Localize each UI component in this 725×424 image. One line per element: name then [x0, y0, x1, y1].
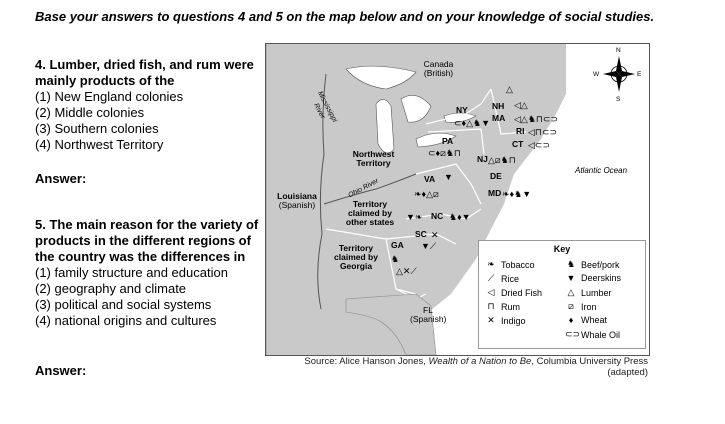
ohio-river-label: Ohio River	[347, 177, 380, 200]
compass-rose	[593, 47, 642, 103]
state-ma: MA	[492, 113, 506, 123]
question-4-answer-label: Answer:	[35, 171, 87, 186]
question-4-stem: 4. Lumber, dried fish, and rum were mainly products of the	[35, 57, 254, 88]
key-whale-oil-label: Whale Oil	[581, 329, 621, 340]
product-ct-icons: ◁⊂⊃	[528, 140, 551, 150]
product-ri-icons: ◁⊓⊂⊃	[528, 127, 558, 137]
question-4-choice-3: (3) Southern colonies	[35, 121, 159, 136]
state-pa: PA	[442, 136, 454, 146]
whale-oil-icon: ⊂⊃	[565, 329, 581, 339]
beef-pork-icon: ♞	[566, 259, 576, 269]
product-va-icons-2: ❧♦△⧄	[414, 189, 439, 199]
key-dried-fish	[485, 287, 542, 298]
source-note: (adapted)	[607, 367, 648, 378]
region-territory-other-states: Territory claimed by other states	[345, 199, 395, 227]
question-5-choice-3: (3) political and social systems	[35, 297, 212, 312]
rice-icon: ⟋	[487, 273, 495, 283]
key-deerskins-label: Deerskins	[581, 273, 622, 283]
state-va: VA	[424, 174, 436, 184]
source-prefix: Source: Alice Hanson Jones,	[304, 356, 429, 367]
wheat-icon: ♦	[568, 315, 574, 325]
product-ma-icons: ◁△♞⊓⊂⊃	[514, 114, 559, 124]
mississippi-river-label: Mississippi River	[312, 90, 339, 124]
key-deerskins	[565, 273, 621, 283]
dried-fish-icon: ◁	[487, 287, 495, 297]
region-canada-sub: (British)	[423, 68, 454, 78]
product-md-icons: ❧♦♞▼	[502, 189, 532, 199]
region-florida-sub: (Spanish)	[410, 314, 447, 324]
product-sc-icons: ✕	[431, 230, 439, 240]
key-tobacco-label: Tobacco	[501, 259, 535, 270]
indigo-icon: ✕	[487, 315, 495, 325]
region-northwest-territory: Northwest Territory	[352, 149, 395, 168]
question-5-answer-label: Answer:	[35, 363, 87, 378]
state-ga: GA	[391, 240, 404, 250]
region-louisiana	[272, 192, 322, 210]
region-canada	[416, 60, 461, 78]
key-rice	[485, 273, 519, 284]
source-suffix: , Columbia University Press	[531, 356, 648, 367]
key-lumber-label: Lumber	[581, 287, 612, 298]
product-ga-icons-2: △✕⟋	[396, 266, 417, 276]
question-4-choice-2: (2) Middle colonies	[35, 105, 145, 120]
lumber-icon: △	[567, 287, 575, 297]
key-title: Key	[553, 244, 571, 254]
product-nc-icons-2: ♞♦▼	[449, 212, 471, 222]
key-lumber	[565, 287, 612, 298]
question-5-choice-4: (4) national origins and cultures	[35, 313, 217, 328]
key-beef-pork	[565, 259, 620, 270]
region-florida-label: FL	[423, 305, 433, 315]
key-indigo	[485, 315, 526, 326]
key-indigo-label: Indigo	[501, 315, 526, 326]
key-beef-pork-label: Beef/pork	[581, 259, 620, 270]
region-territory-georgia: Territory claimed by Georgia	[334, 243, 378, 271]
key-whale-oil	[565, 329, 620, 340]
question-4	[35, 57, 260, 153]
key-iron-label: Iron	[581, 301, 597, 312]
compass-e-label: E	[637, 71, 642, 78]
map-key	[478, 240, 646, 349]
key-iron	[565, 301, 597, 312]
question-5-stem: 5. The main reason for the variety of products in the different regions of the country was the differences in	[35, 217, 259, 264]
question-4-choice-1: (1) New England colonies	[35, 89, 184, 104]
tobacco-icon: ❧	[487, 259, 495, 269]
colonial-products-map	[265, 43, 650, 356]
atlantic-ocean-label: Atlantic Ocean	[574, 166, 628, 175]
iron-icon: ⧄	[568, 301, 574, 311]
region-canada-label: Canada	[423, 59, 454, 69]
product-sc-icons-2: ▼⟋	[421, 241, 437, 251]
state-ri: RI	[516, 126, 525, 136]
state-nc: NC	[431, 211, 444, 221]
source-title: Wealth of a Nation to Be	[428, 356, 532, 367]
key-rum-label: Rum	[501, 301, 521, 312]
product-nh-icons: ◁△	[514, 100, 528, 110]
compass-w-label: W	[593, 71, 600, 78]
key-dried-fish-label: Dried Fish	[501, 287, 543, 298]
compass-s-label: S	[616, 96, 621, 103]
compass-n-label: N	[616, 47, 621, 54]
product-va-icons: ▼	[444, 172, 453, 182]
instructions: Base your answers to questions 4 and 5 on the map below and on your knowledge of social studies.	[35, 9, 655, 24]
key-wheat	[565, 315, 607, 325]
product-lumber-icon: △	[506, 84, 513, 94]
key-tobacco	[485, 259, 535, 270]
product-pa-icons: ⊂♦⧄♞⊓	[428, 148, 461, 158]
region-louisiana-sub: (Spanish)	[278, 200, 316, 210]
key-rice-label: Rice	[501, 273, 520, 284]
region-florida	[410, 306, 446, 324]
state-nh: NH	[492, 101, 505, 111]
region-louisiana-label: Louisiana	[277, 191, 317, 201]
key-rum	[485, 301, 520, 312]
product-ny-icons: ⊂♦△♞▼	[454, 118, 491, 128]
product-nj-icons: △⧄♞⊓	[488, 155, 516, 165]
state-nj: NJ	[477, 154, 488, 164]
state-de: DE	[490, 171, 502, 181]
state-sc: SC	[415, 229, 427, 239]
product-nc-icons: ▼❧	[406, 212, 423, 222]
question-5-choice-1: (1) family structure and education	[35, 265, 228, 280]
state-ct: CT	[512, 139, 524, 149]
question-5	[35, 217, 260, 329]
state-md: MD	[488, 188, 502, 198]
state-ny: NY	[456, 105, 468, 115]
rum-icon: ⊓	[487, 301, 495, 311]
compass-rose-icon	[597, 50, 641, 98]
question-4-choice-4: (4) Northwest Territory	[35, 137, 164, 152]
question-5-choice-2: (2) geography and climate	[35, 281, 187, 296]
product-ga-icons: ♞	[391, 254, 400, 264]
key-wheat-label: Wheat	[581, 315, 608, 325]
map-source-citation	[265, 356, 648, 378]
deerskins-icon: ▼	[566, 273, 576, 283]
